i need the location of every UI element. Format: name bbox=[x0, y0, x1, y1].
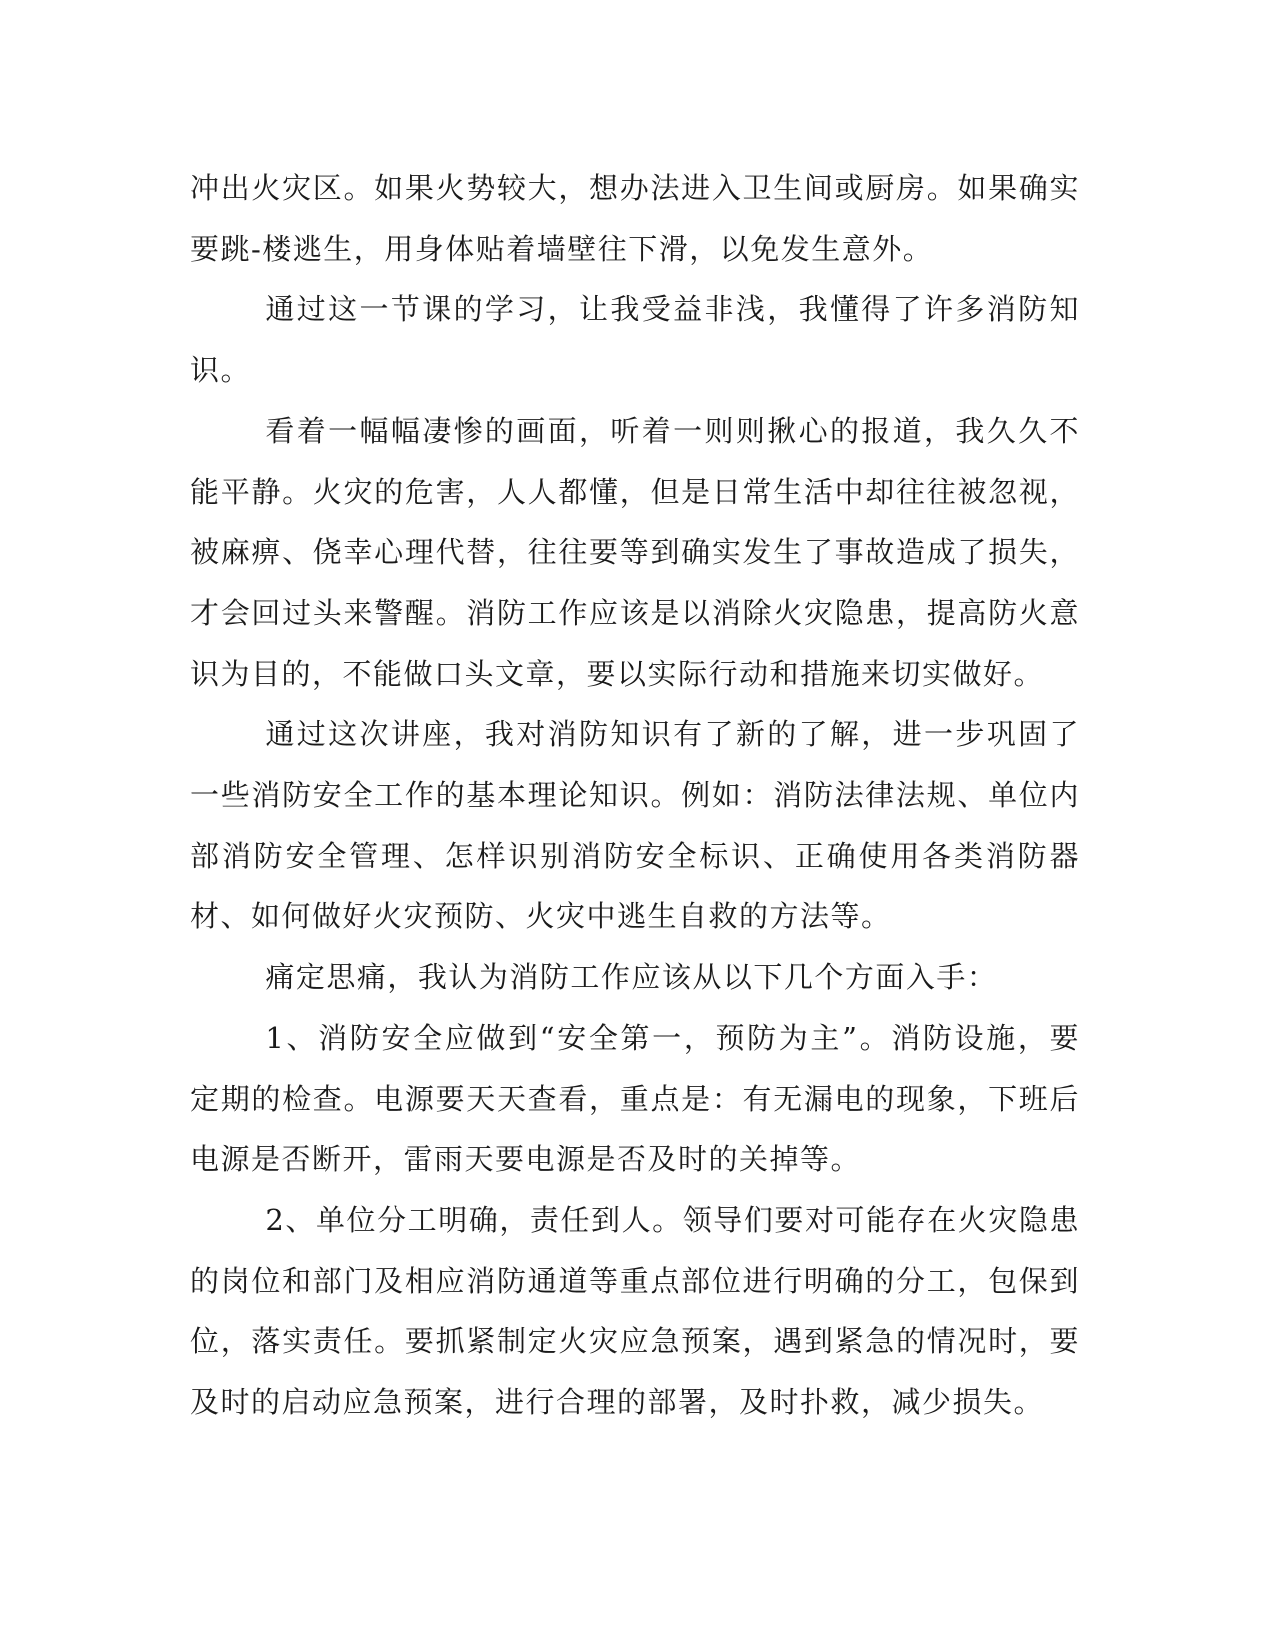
document-body bbox=[190, 158, 1080, 1433]
paragraph-reflection: 看着一幅幅凄惨的画面，听着一则则揪心的报道，我久久不能平静。火灾的危害，人人都懂，但是日常生活中却往往被忽视，被麻痹、侥幸心理代替，往往要等到确实发生了事故造成了损失，才会回过头来警醒。消防工作应该是以消除火灾隐患，提高防火意识为目的，不能做口头文章，要以实际行动和措施来切实做好。 bbox=[190, 413, 1080, 691]
paragraph-lecture: 通过这次讲座，我对消防知识有了新的了解，进一步巩固了一些消防安全工作的基本理论知识。例如：消防法律法规、单位内部消防安全管理、怎样识别消防安全标识、正确使用各类消防器材、如何做好火灾预防、火灾中逃生自救的方法等。 bbox=[190, 717, 1080, 934]
paragraph-continuation: 冲出火灾区。如果火势较大，想办法进入卫生间或厨房。如果确实要跳-楼逃生，用身体贴着墙壁往下滑，以免发生意外。 bbox=[190, 171, 1080, 266]
paragraph-point-2: 2、单位分工明确，责任到人。领导们要对可能存在火灾隐患的岗位和部门及相应消防通道等重点部位进行明确的分工，包保到位，落实责任。要抓紧制定火灾应急预案，遇到紧急的情况时，要及时的启动应急预案，进行合理的部署，及时扑救，减少损失。 bbox=[190, 1202, 1080, 1420]
paragraph-intro-points: 痛定思痛，我认为消防工作应该从以下几个方面入手： bbox=[265, 960, 998, 995]
paragraph-learning: 通过这一节课的学习，让我受益非浅，我懂得了许多消防知识。 bbox=[190, 292, 1080, 388]
paragraph-point-1: 1、消防安全应做到“安全第一，预防为主”。消防设施，要定期的检查。电源要天天查看，重点是：有无漏电的现象，下班后电源是否断开，雷雨天要电源是否及时的关掉等。 bbox=[190, 1020, 1080, 1177]
